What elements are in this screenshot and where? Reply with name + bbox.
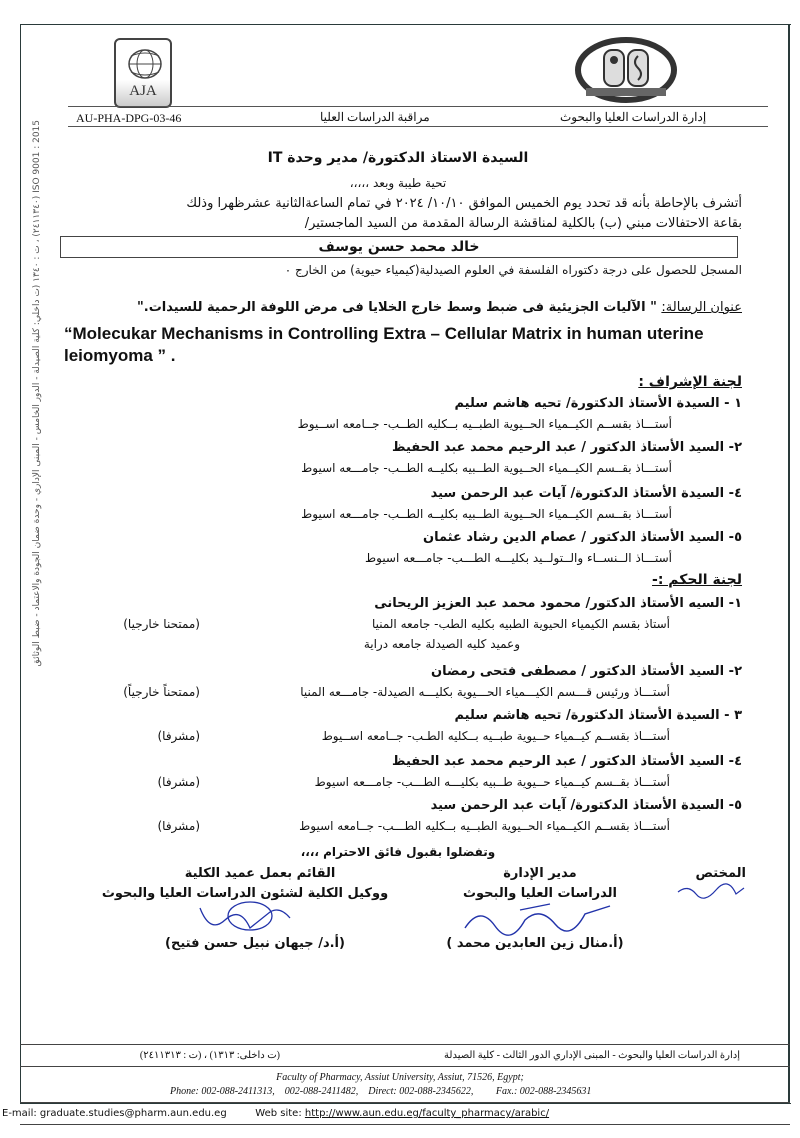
- thesis-title-ar: [52, 300, 742, 315]
- footer-phone-line: [170, 1086, 591, 1097]
- greeting: تحية طيبة وبعد ،،،،،: [349, 176, 447, 190]
- examiner-title: أستـــاذ بقســم كيــمياء حــيوية طبــيه بــكليه الطـب- جــامعه اســيوط: [321, 729, 670, 743]
- specialist-label: المختص: [695, 866, 746, 881]
- thesis-title-en-line-1: “Molecukar Mechanisms in Controlling Extra – Cellular Matrix in human uterine: [64, 324, 704, 343]
- footer-divider-2: [20, 1066, 790, 1067]
- examiner-title: أستـــاذ بقســم الكيــمياء الحــيوية الطبــيه بــكليه الطـــب- جــامعه اسيوط: [299, 819, 670, 833]
- examiner-title: أستـــاذ بقــسم كيــمياء حــيوية طــبيه بكليـــه الطـــب- جامـــعه اسيوط: [314, 775, 670, 789]
- examiner-name: ٥- السيدة الأستاذ الدكتورة/ آيات عبد الرحمن سيد: [430, 798, 742, 813]
- footer-website-link[interactable]: http://www.aun.edu.eg/faculty_pharmacy/arabic/: [304, 1108, 550, 1119]
- examiner-role: (مشرفا): [157, 729, 200, 743]
- paragraph-line-1: أتشرف بالإحاطة بأنه قد تحدد يوم الخميس الموافق ١٠/١٠/ ٢٠٢٤ في تمام الساعةالثانية عشرظهرا وذلك: [186, 196, 742, 211]
- footer-direct: Direct: 002-088-2345622,: [368, 1086, 474, 1097]
- page-frame-right: [788, 24, 790, 1102]
- dean-name: (أ.د/ جيهان نبيل حسن فتيح): [165, 936, 345, 951]
- manager-title-2: الدراسات العليا والبحوث: [462, 886, 618, 901]
- examiner-role: (ممتحنا خارجيا): [123, 617, 200, 631]
- examiner-name: ٤- السيد الأستاذ الدكتور / عبد الرحيم محمد عبد الحفيظ: [392, 754, 742, 769]
- registration-paragraph: المسجل للحصول على درجة دكتوراه الفلسفة في العلوم الصيدلية(كيمياء حيوية) من الخارج ٠: [284, 263, 742, 277]
- examiner-title-2: وعميد كليه الصيدلة جامعه دراية: [363, 637, 520, 651]
- manager-name: (أ.منال زين العابدين محمد ): [446, 936, 624, 951]
- dean-title-1: القائم بعمل عميد الكلية: [184, 866, 336, 881]
- footer-website-label: Web site:: [255, 1108, 302, 1119]
- side-vertical-text: ISO 9001 : 2015 (٢٤١١٣٤٠) ، ت : ١٣٤٠ (ت داخلي: كلية الصيدلة - الدور الخامس - المبنى الإداري - وحدة ضمان الجودة والاعتماد - ضبط الوثائق: [32, 120, 42, 667]
- specialist-signature: [676, 882, 746, 900]
- thesis-title-en-line-2: leiomyoma ” .: [64, 346, 176, 365]
- examiner-title: أستـــاذ ورئيس قـــسم الكيـــمياء الحـــيوية بكليـــه الصيدلة- جامـــعه المنيا: [300, 685, 670, 699]
- addressee: السيدة الاستاذ الدكتورة/ مدير وحدة IT: [267, 150, 529, 166]
- footer-divider-3: [20, 1102, 790, 1103]
- examiner-role: (مشرفا): [157, 775, 200, 789]
- manager-signature: [460, 900, 620, 936]
- supervisor-name: ٢- السيد الأستاذ الدكتور / عبد الرحيم محمد عبد الحفيظ: [392, 440, 742, 455]
- examiner-role: (ممتحناً خارجياً): [123, 685, 200, 699]
- examiner-title: أستاذ بقسم الكيمياء الحيوية الطبيه بكليه الطب- جامعه المنيا: [371, 617, 670, 631]
- footer-divider-4: [20, 1124, 790, 1125]
- paragraph-line-2: بقاعة الاحتفالات مبني (ب) بالكلية لمناقشة الرسالة المقدمة من السيد الماجستير/: [304, 216, 742, 231]
- closing-line: وتفضلوا بقبول فائق الاحترام ،،،،: [300, 845, 496, 859]
- footer-address-en: Faculty of Pharmacy, Assiut University, Assiut, 71526, Egypt;: [276, 1072, 524, 1083]
- footer-email[interactable]: E-mail: graduate.studies@pharm.aun.edu.eg: [2, 1108, 227, 1119]
- aja-logo: [114, 38, 172, 108]
- footer-contact-line: [2, 1108, 549, 1119]
- supervisor-title: أستـــاذ الــنســاء والــتولــيد بكليـــه الطـــب- جامـــعه اسيوط: [365, 551, 672, 565]
- judging-heading: لجنة الحكم :-: [652, 572, 742, 588]
- supervisor-title: أستـــاذ بقســم الكيــمياء الحــيوية الطبــيه بــكليه الطــب- جــامعه اســيوط: [297, 417, 672, 431]
- footer-fax: Fax.: 002-088-2345631: [495, 1086, 592, 1097]
- thesis-title-ar-text: " الآليات الجزيئية فى ضبط وسط خارج الخلايا فى مرض اللوفة الرحمية للسيدات.": [137, 300, 662, 315]
- footer-address-ar: إدارة الدراسات العليا والبحوث - المبنى الإداري الدور الثالث - كلية الصيدلة: [444, 1050, 740, 1061]
- header-divider-top: [68, 106, 768, 107]
- examiner-name: ٢- السيد الأستاذ الدكتور / مصطفى فتحى رمضان: [431, 664, 742, 679]
- supervisor-name: ٥- السيد الأستاذ الدكتور / عصام الدين رشاد عثمان: [422, 530, 742, 545]
- supervisor-title: أستـــاذ بقــسم الكيــمياء الحــيوية الطــبيه بكليــه الطــب- جامـــعه اسيوط: [301, 461, 672, 475]
- supervisor-title: أستـــاذ بقــسم الكيــمياء الحــيوية الطــبيه بكليــه الطــب- جامـــعه اسيوط: [301, 507, 672, 521]
- examiner-name: ١- السيه الأستاذ الدكتور/ محمود محمد عبد العزيز الريحانى: [374, 596, 742, 611]
- aja-logo-text: AJA: [129, 83, 157, 99]
- supervisor-name: ٤- السيدة الأستاذ الدكتورة/ آيات عبد الرحمن سيد: [430, 486, 742, 501]
- supervisor-name: ١ - السيدة الأستاذ الدكتورة/ تحيه هاشم سليم: [454, 396, 742, 411]
- dean-title-2: ووكيل الكلية لشئون الدراسات العليا والبحوث: [101, 886, 389, 901]
- footer-phone-2: 002-088-2411482,: [284, 1086, 359, 1097]
- candidate-name-box: خالد محمد حسن يوسف: [60, 236, 738, 258]
- examiner-name: ٣ - السيدة الأستاذ الدكتورة/ تحيه هاشم سليم: [454, 708, 742, 723]
- university-seal-logo: [566, 36, 686, 104]
- manager-title-1: مدير الإدارة: [503, 866, 577, 881]
- form-code: AU-PHA-DPG-03-46: [76, 111, 182, 125]
- footer-phones-ar: (ت داخلى: ١٣١٣) ، (ت : ٢٤١١٣١٣): [139, 1050, 280, 1061]
- thesis-label: عنوان الرسالة:: [661, 300, 742, 315]
- examiner-role: (مشرفا): [157, 819, 200, 833]
- header-divider-bottom: [68, 126, 768, 127]
- globe-icon: [123, 46, 163, 82]
- header-right-label: إدارة الدراسات العليا والبحوث: [560, 110, 707, 124]
- footer-phone: Phone: 002-088-2411313,: [170, 1086, 275, 1097]
- header-middle-label: مراقبة الدراسات العليا: [320, 110, 430, 124]
- footer-divider-1: [20, 1044, 790, 1045]
- supervision-heading: لجنة الإشراف :: [638, 374, 742, 390]
